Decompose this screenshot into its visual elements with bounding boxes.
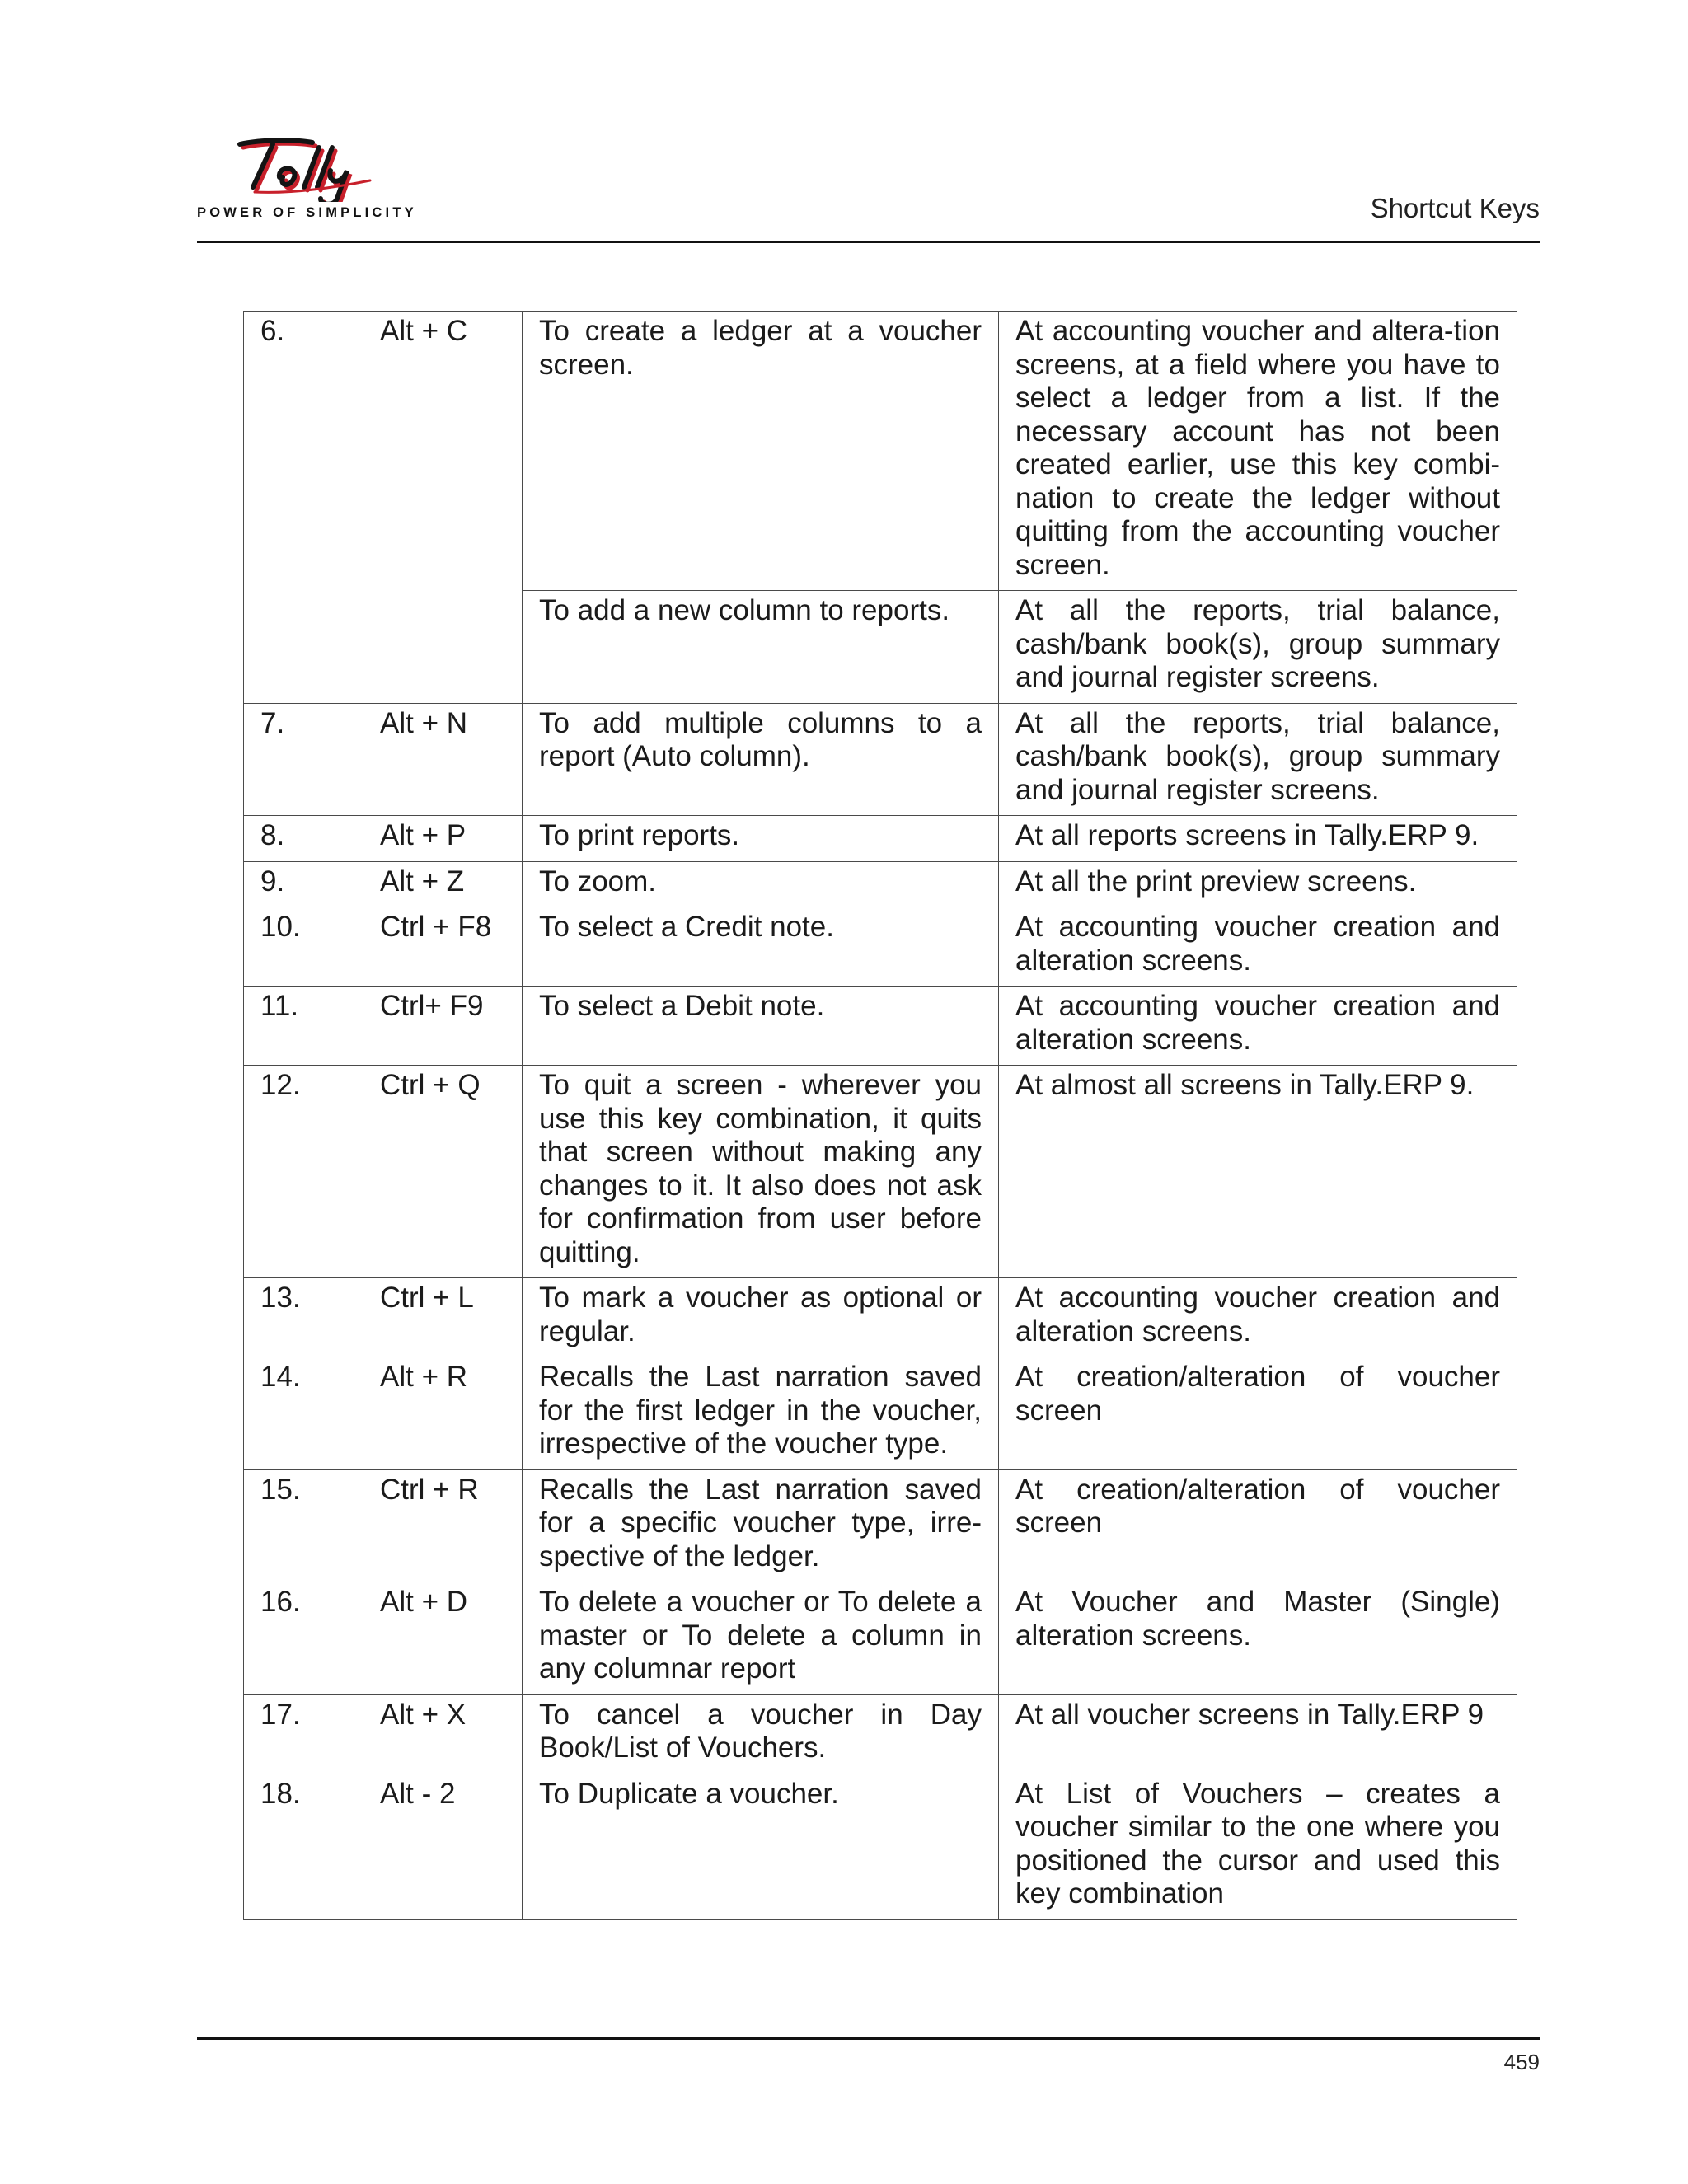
shortcut-key: Alt + R (363, 1357, 523, 1470)
shortcut-key: Alt + D (363, 1582, 523, 1695)
shortcut-key: Alt + N (363, 703, 523, 816)
row-number: 11. (244, 987, 363, 1066)
shortcut-availability: At all the reports, trial balance, cash/bank book(s), group summary and journal register screens. (999, 703, 1517, 816)
section-title: Shortcut Keys (1370, 193, 1540, 223)
table-row (244, 861, 1517, 907)
row-number: 18. (244, 1774, 363, 1919)
table-row (244, 1774, 1517, 1919)
shortcut-key: Ctrl + F8 (363, 907, 523, 987)
shortcut-availability: At creation/alteration of voucher screen (999, 1357, 1517, 1470)
shortcut-description: To Duplicate a voucher. (523, 1774, 999, 1919)
table-row (244, 907, 1517, 987)
shortcut-description: To delete a voucher or To delete a master or To delete a column in any columnar report (523, 1582, 999, 1695)
shortcut-availability: At accounting voucher and altera-tion screens, at a field where you have to select a ledger from a list. If the necessary account has not been created earlier, use this key combi-nation to create the ledger without quitting from the accounting voucher screen. (999, 312, 1517, 591)
table-row (244, 1066, 1517, 1278)
row-number: 9. (244, 861, 363, 907)
table-row (244, 703, 1517, 816)
row-number: 13. (244, 1278, 363, 1357)
row-number: 12. (244, 1066, 363, 1278)
row-number: 6. (244, 312, 363, 704)
table-row (244, 1694, 1517, 1774)
shortcut-description: To add multiple columns to a report (Auto column). (523, 703, 999, 816)
shortcut-availability: At all the print preview screens. (999, 861, 1517, 907)
shortcut-key: Alt + X (363, 1694, 523, 1774)
shortcut-description: To select a Debit note. (523, 987, 999, 1066)
row-number: 7. (244, 703, 363, 816)
shortcut-availability: At creation/alteration of voucher screen (999, 1469, 1517, 1582)
shortcut-description: Recalls the Last narration saved for the first ledger in the voucher, irrespective of the voucher type. (523, 1357, 999, 1470)
tally-logo-mark (197, 136, 395, 202)
row-number: 10. (244, 907, 363, 987)
row-number: 16. (244, 1582, 363, 1695)
shortcut-key: Ctrl+ F9 (363, 987, 523, 1066)
shortcut-availability: At accounting voucher creation and alteration screens. (999, 987, 1517, 1066)
shortcut-description: To mark a voucher as optional or regular. (523, 1278, 999, 1357)
shortcut-availability: At all reports screens in Tally.ERP 9. (999, 816, 1517, 862)
table-row (244, 312, 1517, 591)
row-number: 17. (244, 1694, 363, 1774)
shortcut-description: To create a ledger at a voucher screen. (523, 312, 999, 591)
tally-logo (197, 136, 417, 227)
shortcut-availability: At accounting voucher creation and alteration screens. (999, 907, 1517, 987)
shortcut-availability: At all voucher screens in Tally.ERP 9 (999, 1694, 1517, 1774)
shortcut-availability: At all the reports, trial balance, cash/bank book(s), group summary and journal register screens. (999, 591, 1517, 704)
shortcut-keys-table (243, 311, 1517, 1920)
shortcut-key: Ctrl + R (363, 1469, 523, 1582)
row-number: 8. (244, 816, 363, 862)
shortcut-availability: At List of Vouchers – creates a voucher similar to the one where you positioned the cursor and used this key combination (999, 1774, 1517, 1919)
shortcut-description: To cancel a voucher in Day Book/List of Vouchers. (523, 1694, 999, 1774)
footer-rule (197, 2037, 1540, 2040)
shortcut-key: Alt - 2 (363, 1774, 523, 1919)
shortcut-description: To print reports. (523, 816, 999, 862)
shortcut-availability: At Voucher and Master (Single) alteration screens. (999, 1582, 1517, 1695)
shortcut-description: To add a new column to reports. (523, 591, 999, 704)
table-row (244, 1357, 1517, 1470)
shortcut-availability: At almost all screens in Tally.ERP 9. (999, 1066, 1517, 1278)
page-number: 459 (1503, 2050, 1540, 2074)
shortcut-key: Alt + P (363, 816, 523, 862)
shortcut-key: Alt + Z (363, 861, 523, 907)
shortcut-key: Ctrl + L (363, 1278, 523, 1357)
shortcut-description: To zoom. (523, 861, 999, 907)
table-row (244, 1469, 1517, 1582)
shortcut-description: To select a Credit note. (523, 907, 999, 987)
shortcut-availability: At accounting voucher creation and alteration screens. (999, 1278, 1517, 1357)
table-row (244, 1582, 1517, 1695)
shortcut-key: Alt + C (363, 312, 523, 704)
header-rule (197, 241, 1540, 243)
table-row (244, 1278, 1517, 1357)
row-number: 14. (244, 1357, 363, 1470)
shortcut-key: Ctrl + Q (363, 1066, 523, 1278)
row-number: 15. (244, 1469, 363, 1582)
shortcut-description: Recalls the Last narration saved for a specific voucher type, irre-spective of the ledger. (523, 1469, 999, 1582)
table-row (244, 987, 1517, 1066)
shortcut-description: To quit a screen - wherever you use this key combination, it quits that screen without making any changes to it. It also does not ask for confirmation from user before quitting. (523, 1066, 999, 1278)
table-row (244, 816, 1517, 862)
logo-tagline: POWER OF SIMPLICITY (197, 205, 417, 220)
